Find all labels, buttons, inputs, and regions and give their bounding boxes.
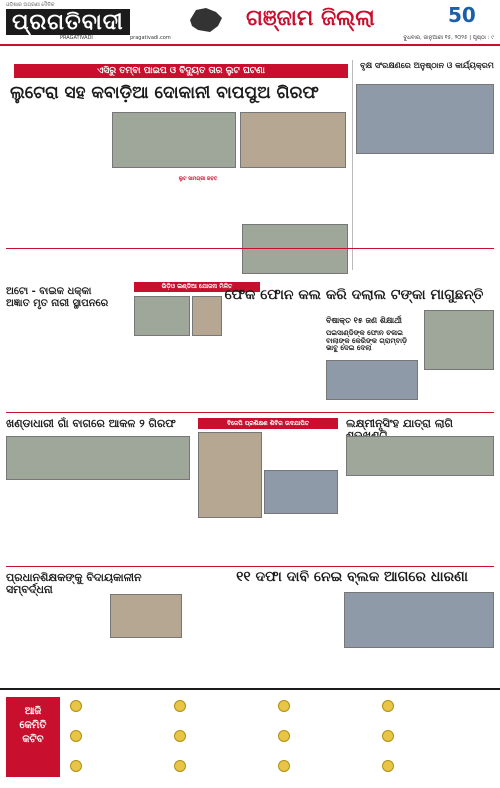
district-map-icon xyxy=(186,6,226,34)
zodiac-aries-icon xyxy=(70,700,82,712)
story8-headline[interactable]: ଲକ୍ଷ୍ମୀନୃସିଂହ ଯାତ୍ରା ଲାଗି xyxy=(346,417,453,430)
story10-headline[interactable]: ୧୧ ଦଫା ଦାବି ନେଇ ବ୍ଲକ ଆଗରେ ଧାରଣା xyxy=(236,569,468,585)
district-title: ଗଞ୍ଜାମ ଜିଲ୍ଲା xyxy=(246,6,375,31)
story6-body xyxy=(6,484,190,564)
story3-headline[interactable]: ଅଜ୍ଞାତ ମୃତ ନାରୀ ସ୍ଥାପନରେ xyxy=(6,298,109,309)
story7-banner: ବିଜେପି ପ୍ରଶିକ୍ଷଣ ଶିବିର ଉଦଯାପିତ xyxy=(198,418,338,429)
story6-photo xyxy=(6,436,190,480)
zodiac-capricorn-icon xyxy=(382,700,394,712)
story5-kicker: ବିଷାକ୍ତ ୧୫ ଜଣ ଶିକ୍ଷାର୍ଥୀ xyxy=(326,316,402,325)
story1-headline[interactable]: ଲୁଟେରା ସହ କବାଡ଼ିଆ ଦୋକାନୀ ବାପପୁଅ ଗିରଫ xyxy=(10,83,319,103)
zodiac-aquarius-icon xyxy=(382,730,394,742)
story10-photo xyxy=(344,592,494,648)
masthead-tagline: ଓଡ଼ିଶାର ଅଗ୍ରଣୀ ଦୈନିକ xyxy=(6,2,55,8)
story8-body xyxy=(346,480,494,560)
story2-photo-small xyxy=(242,224,348,274)
horoscope-label xyxy=(6,697,60,777)
story3-body xyxy=(6,316,130,406)
story9-body xyxy=(6,596,106,682)
column-divider xyxy=(352,60,353,270)
zodiac-sagittarius-icon xyxy=(278,760,290,772)
story7-photo xyxy=(198,432,262,518)
zodiac-leo-icon xyxy=(174,730,186,742)
zodiac-libra-icon xyxy=(278,700,290,712)
horoscope-label-line2: କେମିତି xyxy=(19,720,47,731)
story8-photo xyxy=(346,436,494,476)
horoscope-label-line1: ଆଜି xyxy=(24,706,42,717)
story5-headline[interactable]: ପଇସାଣ୍ଡିଙ୍କ ଫୋନ ଚଳାଇ ବାଲାଙ୍କ କେରିଙ୍କ ଗ୍ରାମ୍ବାଡ଼ି ଭାବୁ ଦେଇ ଦେଲା xyxy=(326,329,408,353)
logo-subtitle: PRAGATIVADI xyxy=(60,35,93,41)
section-rule xyxy=(6,248,494,249)
story2-photo xyxy=(356,84,494,154)
story10-body xyxy=(210,592,340,684)
story1-banner: ଏସିରୁ ତମ୍ବା ପାଇପ ଓ ବିଦ୍ୟୁତ ତାର ଲୁଟ ଘଟଣା xyxy=(14,64,348,78)
story4-photo xyxy=(134,296,190,336)
story1-body xyxy=(6,110,110,240)
website-url[interactable]: pragativadi.com xyxy=(130,35,171,41)
zodiac-gemini-icon xyxy=(70,760,82,772)
story4-headline[interactable]: ଫେକ ଫୋନ କଲ କରି ଦଲାଲ ଟଙ୍କା ମାଗୁଛନ୍ତି xyxy=(224,287,484,303)
zodiac-scorpio-icon xyxy=(278,730,290,742)
story3-kicker: ଅଟୋ - ବାଇକ ଧକ୍କା xyxy=(6,286,92,297)
zodiac-taurus-icon xyxy=(70,730,82,742)
story1-photo-accused xyxy=(112,112,236,168)
section-rule-3 xyxy=(6,566,494,567)
anniversary-logo: 50 xyxy=(448,3,476,27)
story4-banner: ଭିଡ଼ିଓ ଇଣ୍ଡିଆ ଯୋଜନା ମିଳିତ xyxy=(134,282,260,292)
zodiac-cancer-icon xyxy=(174,700,186,712)
story7-photo-2 xyxy=(264,470,338,514)
story2-headline[interactable]: ବୃକ୍ଷ ସଂରକ୍ଷଣରେ ଅନୁଷ୍ଠାନ ଓ କାର୍ଯ୍ୟକ୍ରମ xyxy=(360,61,494,70)
section-rule-2 xyxy=(6,412,494,413)
story5-photo-right xyxy=(424,310,494,370)
dateline: ବୁଧବାର, ଜାନୁଆରୀ ୧୫, ୨୦୨୫ | ପୃଷ୍ଠା : ୯ xyxy=(403,35,494,41)
story6-headline[interactable]: ଖଣ୍ଡାଧାରୀ ଗାଁ ବାଗରେ ଆକଳ ୨ ଗିରଫ xyxy=(6,417,176,430)
story9-headline[interactable]: ପ୍ରଧାନଶିକ୍ଷକଙ୍କୁ ବିଦାୟକାଳୀନ ସମ୍ବର୍ଦ୍ଧନା xyxy=(6,571,142,597)
story1-photo-scrap xyxy=(240,112,346,168)
story9-photo xyxy=(110,594,182,638)
story1-caption: ଲୁଟ ସାମଗ୍ରୀ ଜବତ xyxy=(178,176,218,182)
story4-photo-portrait xyxy=(192,296,222,336)
horoscope-label-line3: କଟିବ xyxy=(22,734,44,745)
zodiac-virgo-icon xyxy=(174,760,186,772)
newspaper-logo[interactable]: ପ୍ରଗତିବାଦୀ xyxy=(6,9,130,35)
story5-photo xyxy=(326,360,418,400)
zodiac-pisces-icon xyxy=(382,760,394,772)
